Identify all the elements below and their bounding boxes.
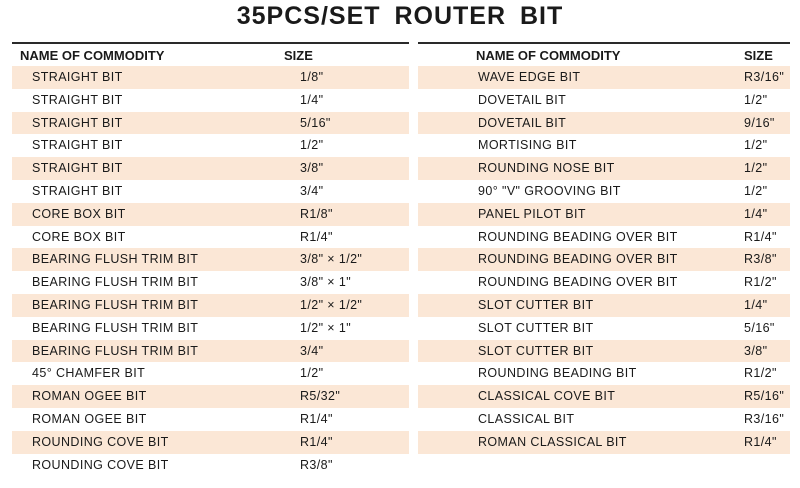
table-row — [418, 362, 790, 385]
commodity-name: ROUNDING BEADING OVER BIT — [478, 252, 678, 267]
commodity-name: PANEL PILOT BIT — [478, 206, 586, 221]
commodity-size: 1/2" — [300, 366, 324, 381]
commodity-size: R1/8" — [300, 206, 333, 221]
commodity-size: 3/8" × 1" — [300, 275, 352, 290]
table-row — [418, 112, 790, 135]
table-row — [12, 408, 409, 431]
commodity-name: STRAIGHT BIT — [32, 161, 123, 176]
commodity-name: BEARING FLUSH TRIM BIT — [32, 298, 199, 312]
table-row — [12, 340, 409, 363]
table-row — [418, 66, 790, 89]
commodity-size: 5/16" — [300, 115, 331, 130]
commodity-size: R1/2" — [744, 275, 777, 290]
commodity-name: STRAIGHT BIT — [32, 70, 123, 84]
commodity-name: CORE BOX BIT — [32, 229, 126, 244]
commodity-name: 90° "V" GROOVING BIT — [478, 184, 621, 198]
commodity-name: DOVETAIL BIT — [478, 115, 567, 130]
table-row — [418, 385, 790, 408]
table-row — [418, 134, 790, 157]
table-row — [418, 340, 790, 363]
commodity-size: 3/8" — [300, 161, 324, 176]
commodity-name: 45° CHAMFER BIT — [32, 366, 146, 381]
table-row — [418, 317, 790, 340]
commodity-name: STRAIGHT BIT — [32, 138, 123, 153]
commodity-size: R3/8" — [744, 252, 777, 267]
table-header — [12, 42, 409, 66]
commodity-name: ROMAN OGEE BIT — [32, 412, 147, 426]
commodity-size: 3/4" — [300, 184, 324, 198]
commodity-size: R5/16" — [744, 389, 785, 404]
commodity-name: SLOT CUTTER BIT — [478, 320, 594, 335]
table-row — [12, 294, 409, 317]
commodity-size: 3/8" — [744, 343, 768, 358]
commodity-name: ROUNDING COVE BIT — [32, 434, 169, 449]
commodity-name: ROUNDING NOSE BIT — [478, 161, 615, 176]
table-row — [418, 226, 790, 249]
commodity-size: R5/32" — [300, 389, 341, 404]
table-row — [418, 203, 790, 226]
table-row — [12, 362, 409, 385]
commodity-name: BEARING FLUSH TRIM BIT — [32, 252, 199, 267]
commodity-size: 1/2" — [744, 184, 768, 198]
commodity-size: R1/4" — [300, 229, 333, 244]
commodity-size: R1/4" — [744, 229, 777, 244]
table-row — [12, 454, 409, 477]
commodity-size: R1/4" — [300, 412, 333, 426]
commodity-name: ROMAN OGEE BIT — [32, 389, 147, 404]
header-size: SIZE — [284, 48, 313, 63]
table-row — [12, 157, 409, 180]
commodity-size: 1/8" — [300, 70, 324, 84]
table-row — [12, 317, 409, 340]
commodity-size: R3/16" — [744, 70, 785, 84]
commodity-size: 1/2" × 1" — [300, 320, 352, 335]
table-row — [12, 431, 409, 454]
table-row — [12, 385, 409, 408]
table-row — [12, 180, 409, 203]
table-header — [418, 42, 790, 66]
commodity-size: R3/16" — [744, 412, 785, 426]
commodity-name: STRAIGHT BIT — [32, 115, 123, 130]
header-size: SIZE — [744, 48, 773, 63]
commodity-name: ROMAN CLASSICAL BIT — [478, 434, 627, 449]
right-commodity-table — [418, 42, 790, 482]
table-row — [418, 294, 790, 317]
table-row — [12, 271, 409, 294]
commodity-size: 1/2" × 1/2" — [300, 298, 363, 312]
commodity-name: ROUNDING BEADING OVER BIT — [478, 229, 678, 244]
commodity-name: ROUNDING BEADING BIT — [478, 366, 637, 381]
page-title: 35PCS/SET ROUTER BIT — [236, 2, 564, 30]
commodity-name: STRAIGHT BIT — [32, 92, 123, 107]
table-row — [12, 66, 409, 89]
table-row — [418, 431, 790, 454]
commodity-name: BEARING FLUSH TRIM BIT — [32, 343, 199, 358]
commodity-name: STRAIGHT BIT — [32, 184, 123, 198]
commodity-size: 1/2" — [744, 161, 768, 176]
header-name: NAME OF COMMODITY — [20, 48, 165, 63]
commodity-size: 3/4" — [300, 343, 324, 358]
commodity-name: MORTISING BIT — [478, 138, 577, 153]
commodity-name: SLOT CUTTER BIT — [478, 343, 594, 358]
commodity-size: 3/8" × 1/2" — [300, 252, 363, 267]
table-row — [418, 180, 790, 203]
table-row — [418, 157, 790, 180]
commodity-size: R3/8" — [300, 457, 333, 472]
commodity-name: SLOT CUTTER BIT — [478, 298, 594, 312]
commodity-name: CORE BOX BIT — [32, 206, 126, 221]
table-row — [12, 248, 409, 271]
table-row — [418, 408, 790, 431]
commodity-size: 5/16" — [744, 320, 775, 335]
table-row — [12, 203, 409, 226]
left-commodity-table — [12, 42, 409, 482]
commodity-name: CLASSICAL BIT — [478, 412, 575, 426]
commodity-size: 1/4" — [744, 298, 768, 312]
commodity-size: 1/2" — [744, 138, 768, 153]
commodity-size: R1/4" — [744, 434, 777, 449]
commodity-size: 1/2" — [744, 92, 768, 107]
commodity-size: R1/2" — [744, 366, 777, 381]
table-row — [12, 226, 409, 249]
table-row — [12, 134, 409, 157]
table-row — [418, 248, 790, 271]
commodity-name: ROUNDING BEADING OVER BIT — [478, 275, 678, 290]
commodity-name: BEARING FLUSH TRIM BIT — [32, 320, 199, 335]
table-row — [12, 89, 409, 112]
commodity-name: ROUNDING COVE BIT — [32, 457, 169, 472]
table-row — [12, 112, 409, 135]
commodity-name: DOVETAIL BIT — [478, 92, 567, 107]
header-name: NAME OF COMMODITY — [476, 48, 621, 63]
table-row — [418, 89, 790, 112]
commodity-size: 1/4" — [744, 206, 768, 221]
commodity-name: WAVE EDGE BIT — [478, 70, 581, 84]
commodity-size: 9/16" — [744, 115, 775, 130]
table-row — [418, 271, 790, 294]
commodity-name: CLASSICAL COVE BIT — [478, 389, 616, 404]
commodity-name: BEARING FLUSH TRIM BIT — [32, 275, 199, 290]
commodity-size: 1/2" — [300, 138, 324, 153]
commodity-size: 1/4" — [300, 92, 324, 107]
commodity-size: R1/4" — [300, 434, 333, 449]
